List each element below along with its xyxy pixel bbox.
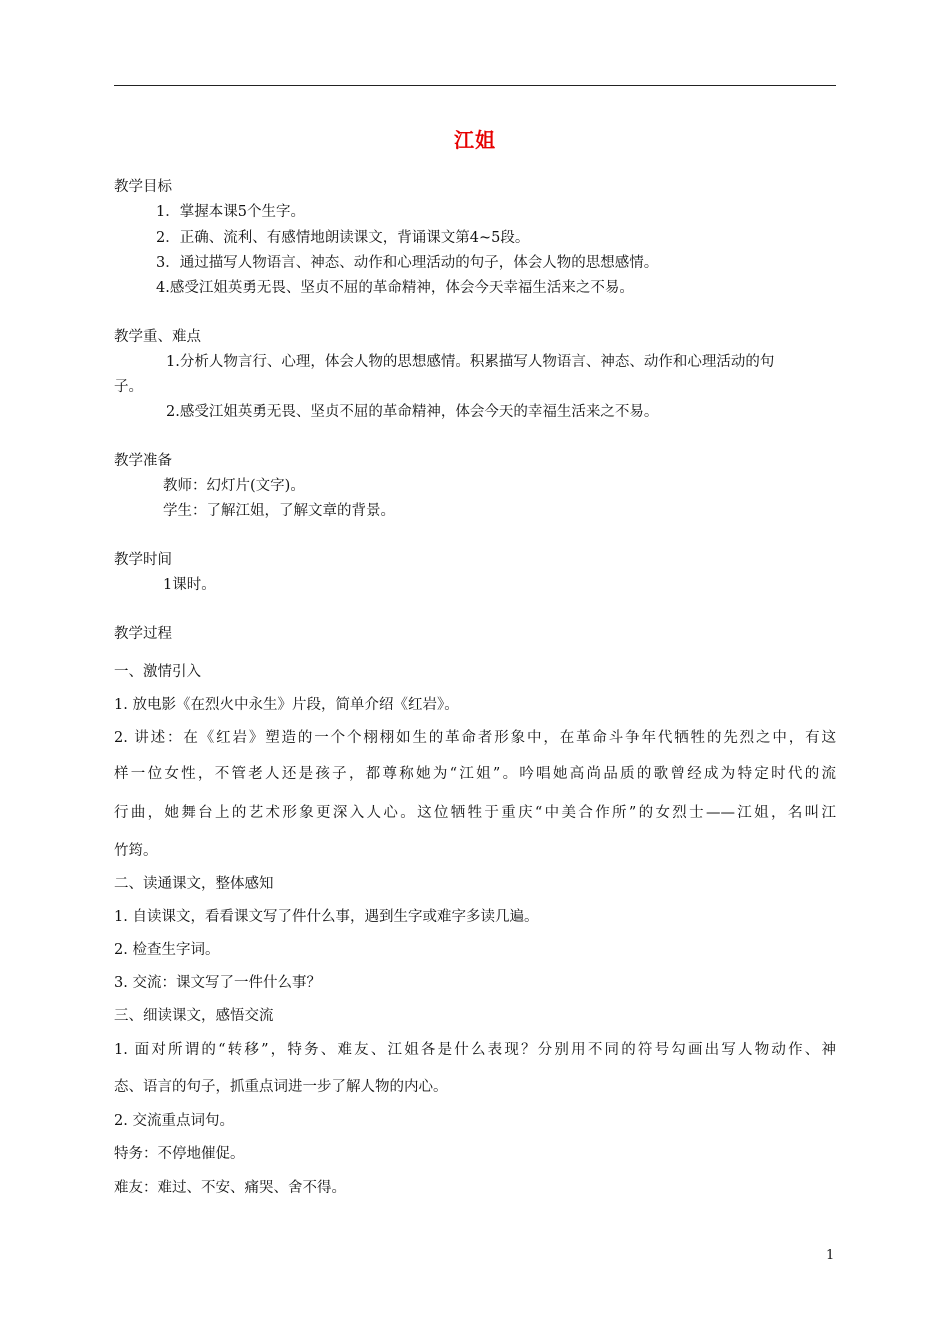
- spy-reaction: 特务：不停地催促。: [114, 1146, 245, 1162]
- section-1-heading: 一、激情引入: [114, 664, 201, 680]
- section-1-item-2-cont-2: 行曲，她舞台上的艺术形象更深入人心。这位牺牲于重庆“中美合作所”的女烈士——江姐，名叫江: [114, 805, 836, 821]
- section-1-item-1: 1. 放电影《在烈火中永生》片段，简单介绍《红岩》。: [114, 697, 459, 713]
- section-3-item-1-cont: 态、语言的句子，抓重点词进一步了解人物的内心。: [114, 1079, 448, 1095]
- section-2-item-3: 3. 交流：课文写了一件什么事？: [114, 975, 321, 991]
- header-rule: [114, 85, 836, 86]
- heading-process: 教学过程: [114, 626, 172, 642]
- section-2-item-1: 1. 自读课文，看看课文写了件什么事，遇到生字或难字多读几遍。: [114, 909, 539, 925]
- heading-key-points: 教学重、难点: [114, 329, 201, 345]
- goal-4: 4.感受江姐英勇无畏、坚贞不屈的革命精神，体会今天幸福生活来之不易。: [156, 280, 634, 296]
- heading-teaching-goals: 教学目标: [114, 179, 172, 195]
- section-1-item-2-cont-3: 竹筠。: [114, 843, 158, 859]
- heading-time: 教学时间: [114, 552, 172, 568]
- section-1-item-2-cont-1: 样一位女性，不管老人还是孩子，都尊称她为“江姐”。吟唱她高尚品质的歌曾经成为特定时代的流: [114, 766, 836, 782]
- section-3-heading: 三、细读课文，感悟交流: [114, 1008, 274, 1024]
- goal-1: 1．掌握本课5个生字。: [156, 204, 305, 220]
- goal-3: 3．通过描写人物语言、神态、动作和心理活动的句子，体会人物的思想感情。: [156, 255, 659, 271]
- document-title: 江姐: [454, 128, 496, 152]
- inmates-reaction: 难友：难过、不安、痛哭、舍不得。: [114, 1180, 346, 1196]
- page-number: 1: [826, 1248, 835, 1263]
- section-1-item-2: 2. 讲述：在《红岩》塑造的一个个栩栩如生的革命者形象中，在革命斗争年代牺牲的先烈之中，有这: [114, 730, 836, 746]
- key-point-1-cont: 子。: [114, 379, 143, 395]
- section-3-item-1: 1. 面对所谓的“转移”，特务、难友、江姐各是什么表现？分别用不同的符号勾画出写人物动作、神: [114, 1042, 836, 1058]
- key-point-2: 2.感受江姐英勇无畏、坚贞不屈的革命精神，体会今天的幸福生活来之不易。: [166, 404, 659, 420]
- section-2-item-2: 2. 检查生字词。: [114, 942, 220, 958]
- section-3-item-2: 2. 交流重点词句。: [114, 1113, 234, 1129]
- time-value: 1课时。: [163, 577, 216, 593]
- heading-preparation: 教学准备: [114, 453, 172, 469]
- prep-teacher: 教师：幻灯片(文字)。: [163, 478, 305, 494]
- key-point-1: 1.分析人物言行、心理，体会人物的思想感情。积累描写人物语言、神态、动作和心理活动的句: [166, 354, 775, 370]
- section-2-heading: 二、读通课文，整体感知: [114, 876, 274, 892]
- prep-student: 学生：了解江姐，了解文章的背景。: [163, 503, 395, 519]
- goal-2: 2．正确、流利、有感情地朗读课文，背诵课文第4~5段。: [156, 230, 530, 246]
